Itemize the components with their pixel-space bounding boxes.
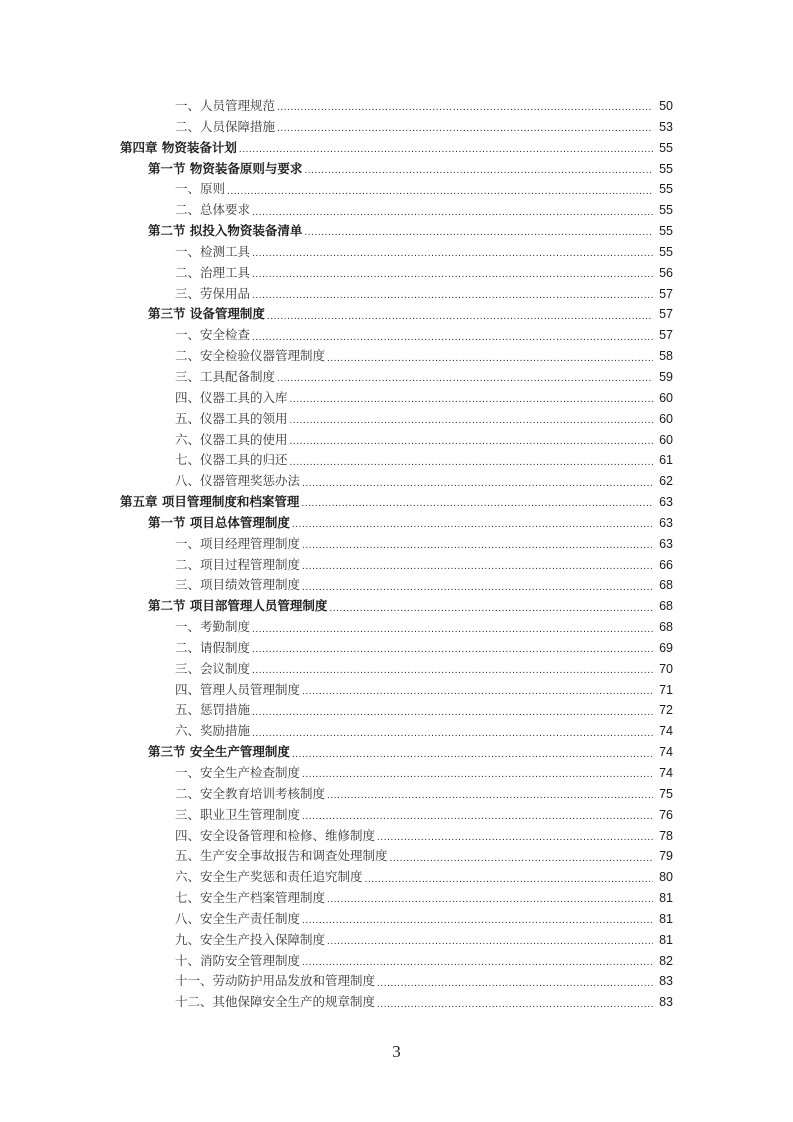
toc-entry-title: 十一、劳动防护用品发放和管理制度	[175, 973, 376, 989]
dot-leader	[252, 284, 653, 304]
dot-leader	[252, 659, 653, 679]
toc-entry-page: 58	[659, 349, 673, 364]
toc-entry-page: 60	[659, 390, 673, 405]
toc-section-entry[interactable]	[0, 513, 793, 534]
dot-leader	[302, 555, 653, 575]
toc-entry-page: 55	[659, 140, 673, 155]
toc-entry-page: 66	[659, 557, 673, 572]
toc-entry-page: 83	[659, 974, 673, 989]
page-number: 3	[392, 1042, 401, 1061]
toc-entry-page: 55	[659, 161, 673, 176]
dot-leader	[292, 743, 653, 763]
toc-entry-page: 71	[659, 682, 673, 697]
toc-entry-page: 60	[659, 411, 673, 426]
dot-leader	[252, 242, 653, 262]
dot-leader	[252, 201, 653, 221]
dot-leader	[327, 784, 653, 804]
toc-entry-title: 九、安全生产投入保障制度	[175, 931, 326, 947]
toc-entry-page: 80	[659, 870, 673, 885]
toc-entry-title: 十、消防安全管理制度	[175, 952, 301, 968]
toc-entry-title: 一、人员管理规范	[175, 98, 276, 113]
toc-entry-page: 68	[659, 578, 673, 593]
toc-entry-title: 一、安全检查	[175, 327, 251, 343]
toc-entry-title: 三、项目绩效管理制度	[175, 577, 301, 593]
toc-entry-page: 63	[659, 515, 673, 530]
toc-entry-title: 二、总体要求	[175, 202, 251, 218]
toc-item-entry[interactable]	[0, 346, 793, 367]
toc-entry-title: 七、安全生产档案管理制度	[175, 890, 326, 906]
toc-item-entry[interactable]	[0, 638, 793, 659]
toc-item-entry[interactable]	[0, 680, 793, 701]
dot-leader	[239, 138, 653, 158]
dot-leader	[302, 763, 653, 783]
toc-entry-title: 六、奖励措施	[175, 723, 251, 739]
toc-entry-page: 68	[659, 599, 673, 614]
toc-entry-page: 56	[659, 265, 673, 280]
toc-entry-title: 一、项目经理管理制度	[175, 535, 301, 551]
toc-entry-page: 63	[659, 495, 673, 510]
toc-item-entry[interactable]	[0, 951, 793, 972]
toc-entry-title: 一、考勤制度	[175, 619, 251, 635]
toc-entry-page: 70	[659, 661, 673, 676]
dot-leader	[302, 951, 653, 971]
toc-item-entry[interactable]	[0, 971, 793, 992]
toc-entry-page: 74	[659, 724, 673, 739]
toc-entry-title: 第二节 项目部管理人员管理制度	[148, 598, 328, 614]
toc-section-entry[interactable]	[0, 596, 793, 617]
toc-section-entry[interactable]	[0, 221, 793, 242]
toc-entry-page: 72	[659, 703, 673, 718]
dot-leader	[290, 430, 653, 450]
toc-entry-title: 四、安全设备管理和检修、维修制度	[175, 827, 376, 843]
toc-entry-page: 74	[659, 766, 673, 780]
toc-entry-title: 二、项目过程管理制度	[175, 556, 301, 572]
dot-leader	[252, 722, 653, 742]
dot-leader	[377, 993, 653, 1013]
toc-entry-page: 81	[659, 911, 673, 926]
toc-entry-page: 55	[659, 203, 673, 218]
toc-entry-title: 第二节 拟投入物资装备清单	[148, 223, 303, 239]
toc-entry-title: 第五章 项目管理制度和档案管理	[120, 494, 300, 510]
toc-item-entry[interactable]	[0, 367, 793, 388]
toc-item-entry[interactable]	[0, 179, 793, 200]
toc-entry-title: 二、安全教育培训考核制度	[175, 785, 326, 801]
toc-entry-title: 三、劳保用品	[175, 285, 251, 301]
dot-leader	[252, 618, 653, 638]
toc-item-entry[interactable]	[0, 721, 793, 742]
toc-entry-title: 六、仪器工具的使用	[175, 431, 288, 447]
toc-entry-title: 第三节 安全生产管理制度	[148, 744, 290, 760]
dot-leader	[301, 492, 653, 512]
dot-leader	[390, 847, 653, 867]
dot-leader	[327, 888, 653, 908]
dot-leader	[252, 638, 653, 658]
dot-leader	[302, 472, 653, 492]
toc-entry-title: 第四章 物资装备计划	[120, 139, 237, 155]
toc-item-entry[interactable]	[0, 909, 793, 930]
toc-entry-page: 55	[659, 182, 673, 197]
dot-leader	[327, 347, 653, 367]
toc-item-entry[interactable]	[0, 117, 793, 138]
toc-section-entry[interactable]	[0, 742, 793, 763]
toc-entry-title: 八、仪器管理奖惩办法	[175, 473, 301, 489]
toc-entry-title: 二、治理工具	[175, 264, 251, 280]
toc-item-entry[interactable]	[0, 846, 793, 867]
toc-item-entry[interactable]	[0, 555, 793, 576]
toc-item-entry[interactable]	[0, 784, 793, 805]
toc-entry-page: 74	[659, 745, 673, 760]
dot-leader	[327, 930, 653, 950]
toc-entry-title: 十二、其他保障安全生产的规章制度	[175, 994, 376, 1010]
toc-entry-title: 六、安全生产奖惩和责任追究制度	[175, 869, 363, 885]
toc-entry-title: 五、仪器工具的领用	[175, 410, 288, 426]
dot-leader	[292, 513, 653, 533]
toc-entry-title: 三、会议制度	[175, 660, 251, 676]
table-of-contents	[0, 96, 793, 1013]
toc-entry-title: 一、原则	[175, 181, 226, 197]
dot-leader	[329, 597, 653, 617]
toc-entry-page: 61	[659, 453, 673, 468]
dot-leader	[252, 701, 653, 721]
dot-leader	[277, 367, 653, 387]
toc-entry-title: 第一节 物资装备原则与要求	[148, 160, 303, 176]
toc-entry-page: 57	[659, 328, 673, 343]
toc-entry-title: 三、工具配备制度	[175, 368, 276, 384]
toc-entry-page: 50	[659, 99, 673, 113]
dot-leader	[290, 451, 653, 471]
dot-leader	[302, 680, 653, 700]
toc-section-entry[interactable]	[0, 159, 793, 180]
dot-leader	[302, 909, 653, 929]
toc-item-entry[interactable]	[0, 409, 793, 430]
toc-entry-page: 53	[659, 119, 673, 134]
toc-item-entry[interactable]	[0, 888, 793, 909]
toc-item-entry[interactable]	[0, 388, 793, 409]
toc-item-entry[interactable]	[0, 263, 793, 284]
toc-entry-title: 七、仪器工具的归还	[175, 452, 288, 468]
dot-leader	[302, 805, 653, 825]
toc-entry-title: 第三节 设备管理制度	[148, 306, 265, 322]
toc-entry-page: 81	[659, 891, 673, 906]
toc-entry-page: 68	[659, 620, 673, 635]
toc-entry-title: 一、安全生产检查制度	[175, 765, 301, 780]
toc-item-entry[interactable]	[0, 471, 793, 492]
toc-entry-page: 55	[659, 224, 673, 239]
dot-leader	[290, 409, 653, 429]
dot-leader	[252, 326, 653, 346]
dot-leader	[304, 221, 653, 241]
dot-leader	[377, 972, 653, 992]
toc-item-entry[interactable]	[0, 450, 793, 471]
dot-leader	[227, 180, 653, 200]
toc-item-entry[interactable]	[0, 930, 793, 951]
toc-item-entry[interactable]	[0, 96, 793, 117]
toc-item-entry[interactable]	[0, 430, 793, 451]
toc-item-entry[interactable]	[0, 992, 793, 1013]
toc-chapter-entry[interactable]	[0, 138, 793, 159]
toc-item-entry[interactable]	[0, 325, 793, 346]
toc-item-entry[interactable]	[0, 575, 793, 596]
toc-item-entry[interactable]	[0, 617, 793, 638]
toc-entry-title: 二、请假制度	[175, 639, 251, 655]
toc-item-entry[interactable]	[0, 867, 793, 888]
dot-leader	[267, 305, 653, 325]
toc-entry-title: 八、安全生产责任制度	[175, 910, 301, 926]
dot-leader	[304, 159, 653, 179]
toc-entry-title: 第一节 项目总体管理制度	[148, 514, 290, 530]
toc-entry-page: 69	[659, 640, 673, 655]
toc-section-entry[interactable]	[0, 304, 793, 325]
toc-entry-page: 57	[659, 286, 673, 301]
dot-leader	[302, 576, 653, 596]
toc-entry-page: 59	[659, 369, 673, 384]
toc-item-entry[interactable]	[0, 763, 793, 784]
toc-item-entry[interactable]	[0, 242, 793, 263]
toc-entry-page: 82	[659, 953, 673, 968]
dot-leader	[377, 826, 653, 846]
toc-entry-page: 79	[659, 849, 673, 864]
toc-entry-page: 57	[659, 307, 673, 322]
toc-item-entry[interactable]	[0, 200, 793, 221]
toc-entry-title: 四、管理人员管理制度	[175, 681, 301, 697]
toc-item-entry[interactable]	[0, 284, 793, 305]
toc-entry-page: 83	[659, 995, 673, 1010]
toc-entry-title: 四、仪器工具的入库	[175, 389, 288, 405]
toc-entry-page: 76	[659, 807, 673, 822]
toc-entry-page: 62	[659, 474, 673, 489]
toc-chapter-entry[interactable]	[0, 492, 793, 513]
toc-entry-page: 75	[659, 786, 673, 801]
toc-entry-page: 60	[659, 432, 673, 447]
toc-entry-title: 五、生产安全事故报告和调查处理制度	[175, 848, 388, 864]
dot-leader	[252, 263, 653, 283]
toc-item-entry[interactable]	[0, 659, 793, 680]
dot-leader	[302, 534, 653, 554]
dot-leader	[290, 388, 653, 408]
dot-leader	[277, 117, 653, 137]
toc-entry-title: 五、惩罚措施	[175, 702, 251, 718]
toc-item-entry[interactable]	[0, 826, 793, 847]
toc-item-entry[interactable]	[0, 700, 793, 721]
toc-item-entry[interactable]	[0, 805, 793, 826]
toc-entry-title: 二、安全检验仪器管理制度	[175, 348, 326, 364]
toc-entry-page: 55	[659, 244, 673, 259]
toc-entry-page: 63	[659, 536, 673, 551]
toc-entry-title: 一、检测工具	[175, 243, 251, 259]
dot-leader	[365, 868, 653, 888]
toc-entry-title: 二、人员保障措施	[175, 118, 276, 134]
toc-entry-title: 三、职业卫生管理制度	[175, 806, 301, 822]
toc-entry-page: 78	[659, 828, 673, 843]
toc-item-entry[interactable]	[0, 534, 793, 555]
toc-entry-page: 81	[659, 932, 673, 947]
dot-leader	[277, 96, 653, 116]
